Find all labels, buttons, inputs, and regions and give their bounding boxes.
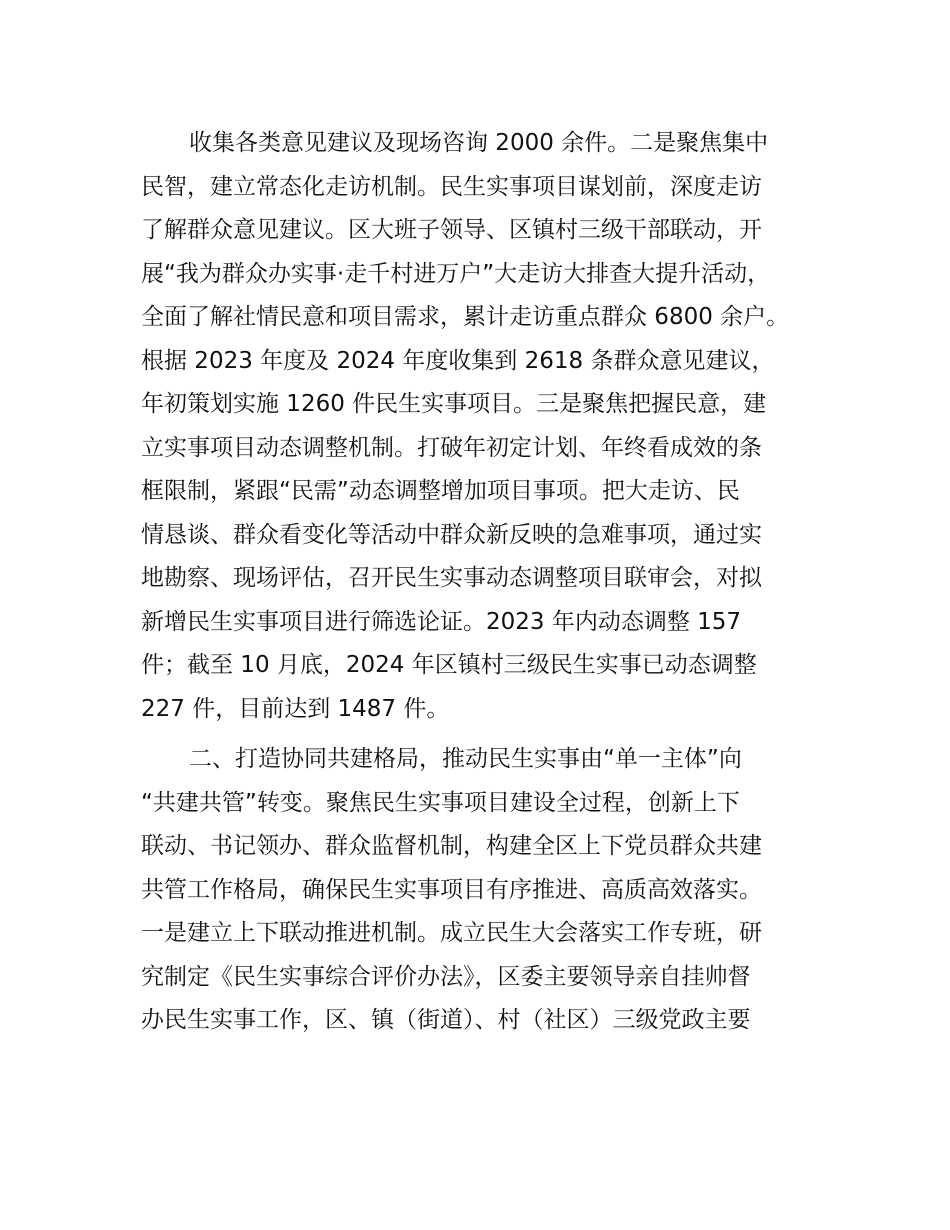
text-line: 全面了解社情民意和项目需求，累计走访重点群众 6800 余户。 bbox=[141, 304, 790, 330]
text-line: 民智，建立常态化走访机制。民生实事项目谋划前，深度走访 bbox=[141, 173, 762, 200]
text-line: 新增民生实事项目进行筛选论证。2023 年内动态调整 157 bbox=[141, 608, 742, 635]
text-line: 联动、书记领办、群众监督机制，构建全区上下党员群众共建 bbox=[141, 833, 762, 859]
text-line: 立实事项目动态调整机制。打破年初定计划、年终看成效的条 bbox=[141, 434, 762, 461]
text-line: 究制定《民生实事综合评价办法》，区委主要领导亲自挂帅督 bbox=[141, 963, 751, 990]
document-body bbox=[141, 122, 841, 1043]
text-line: 根据 2023 年度及 2024 年度收集到 2618 条群众意见建议， bbox=[141, 347, 775, 374]
text-line: 一是建立上下联动推进机制。成立民生大会落实工作专班，研 bbox=[141, 920, 762, 946]
paragraph-1 bbox=[141, 122, 841, 731]
text-line: 框限制，紧跟“民需”动态调整增加项目事项。把大走访、民 bbox=[141, 478, 740, 504]
text-line: 件；截至 10 月底，2024 年区镇村三级民生实事已动态调整 bbox=[141, 652, 757, 678]
text-line: 地勘察、现场评估，召开民生实事动态调整项目联审会，对拟 bbox=[141, 565, 762, 591]
text-line: 共管工作格局，确保民生实事项目有序推进、高质高效落实。 bbox=[141, 876, 762, 903]
text-line: 二、打造协同共建格局，推动民生实事由“单一主体”向 bbox=[189, 746, 742, 772]
paragraph-2 bbox=[141, 738, 841, 1043]
text-line: “共建共管”转变。聚焦民生实事项目建设全过程，创新上下 bbox=[141, 789, 740, 816]
text-line: 了解群众意见建议。区大班子领导、区镇村三级干部联动，开 bbox=[141, 217, 762, 243]
text-line: 收集各类意见建议及现场咨询 2000 余件。二是聚焦集中 bbox=[189, 130, 769, 156]
text-line: 情恳谈、群众看变化等活动中群众新反映的急难事项，通过实 bbox=[141, 521, 762, 548]
text-line: 办民生实事工作，区、镇（街道）、村（社区）三级党政主要 bbox=[141, 1007, 751, 1033]
text-line: 227 件，目前达到 1487 件。 bbox=[141, 695, 450, 722]
text-line: 展“我为群众办实事·走千村进万户”大走访大排查大提升活动， bbox=[141, 260, 771, 287]
text-line: 年初策划实施 1260 件民生实事项目。三是聚焦把握民意，建 bbox=[141, 391, 767, 417]
